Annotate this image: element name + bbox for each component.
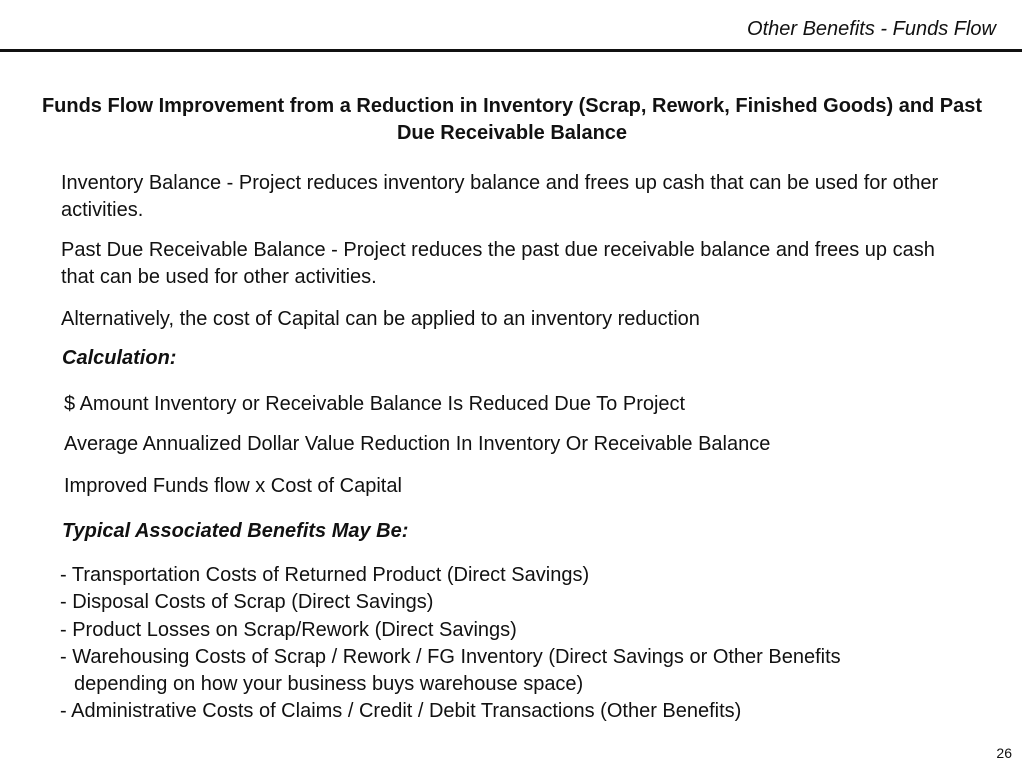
header-divider (0, 49, 1022, 52)
receivable-balance-paragraph: Past Due Receivable Balance - Project reduces the past due receivable balance and frees up cash that can be used for other activities. (61, 239, 935, 288)
benefit-item-product-losses: - Product Losses on Scrap/Rework (Direct Savings) (60, 618, 517, 641)
calculation-label: Calculation: (62, 347, 177, 369)
inventory-balance-paragraph: Inventory Balance - Project reduces inventory balance and frees up cash that can be used for other activities. (61, 172, 939, 221)
cost-of-capital-paragraph: Alternatively, the cost of Capital can be applied to an inventory reduction (61, 308, 700, 330)
benefit-item-warehousing-line1: - Warehousing Costs of Scrap / Rework / FG Inventory (Direct Savings or Other Benefits (60, 645, 841, 668)
benefits-label: Typical Associated Benefits May Be: (62, 520, 409, 542)
benefit-item-transportation: - Transportation Costs of Returned Product (Direct Savings) (60, 564, 590, 586)
benefits-list (60, 562, 980, 726)
slide-heading: Funds Flow Improvement from a Reduction in Inventory (Scrap, Rework, Finished Goods) and Past Due Receivable Balance (41, 95, 983, 144)
benefit-item-warehousing (60, 644, 980, 699)
calculation-line-amount: $ Amount Inventory or Receivable Balance Is Reduced Due To Project (64, 393, 686, 415)
benefit-item-warehousing-line2: depending on how your business buys warehouse space) (74, 673, 584, 696)
benefit-item-disposal: - Disposal Costs of Scrap (Direct Savings) (60, 591, 434, 614)
page-number: 26 (996, 745, 1012, 761)
benefit-item-administrative: - Administrative Costs of Claims / Credit / Debit Transactions (Other Benefits) (60, 700, 742, 723)
calculation-line-improved: Improved Funds flow x Cost of Capital (64, 475, 402, 497)
calculation-line-average: Average Annualized Dollar Value Reduction In Inventory Or Receivable Balance (64, 433, 771, 455)
slide-header-title: Other Benefits - Funds Flow (747, 18, 996, 40)
